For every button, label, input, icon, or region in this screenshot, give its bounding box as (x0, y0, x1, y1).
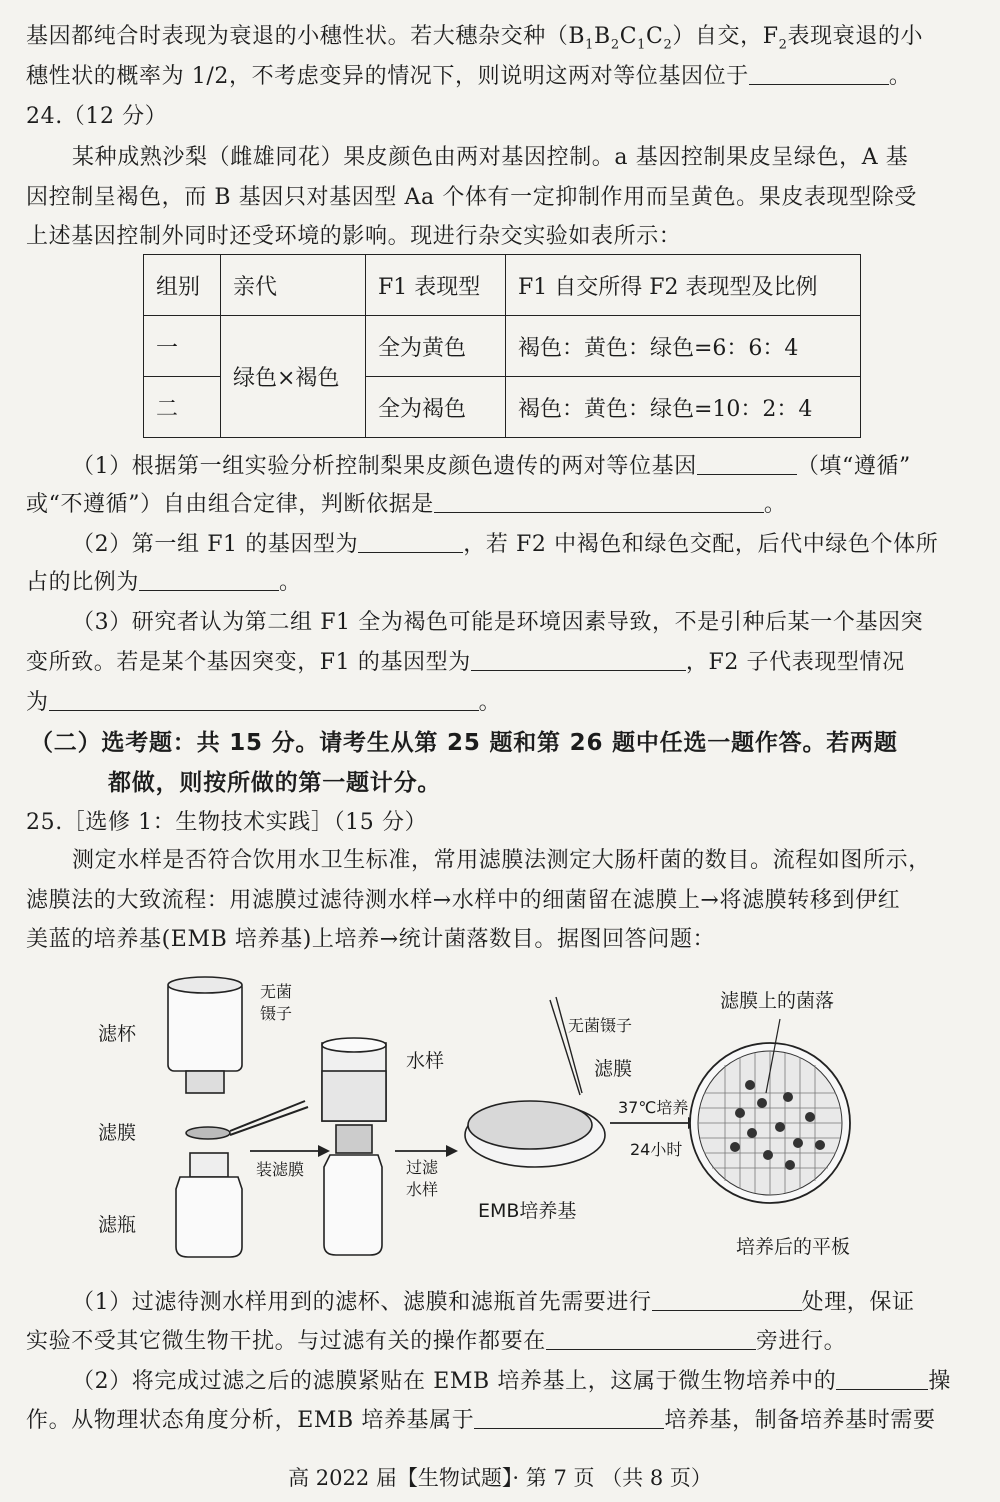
answer-blank[interactable] (434, 490, 764, 513)
intro-line-1: 基因都纯合时表现为衰退的小穗性状。若大穗杂交种$(B_1B_2C_1C_2)$自交，$F_2$表现衰退的小 (26, 24, 924, 53)
table-header: 亲代 (221, 255, 366, 316)
q25-sub2-line1: （2）将完成过滤之后的滤膜紧贴在 EMB 培养基上，这属于微生物培养中的 操 (72, 1369, 951, 1394)
filter-cup-illustration (168, 977, 242, 1257)
answer-blank[interactable] (474, 1406, 664, 1429)
table-header: F1 自交所得 F2 表现型及比例 (506, 255, 861, 316)
label-emb-medium: EMB培养基 (478, 1200, 577, 1222)
q24-sub3-line1: （3）研究者认为第二组 F1 全为褐色可能是环境因素导致，不是引种后某一个基因突 (72, 610, 924, 635)
table-cell-f1: 全为黄色 (366, 316, 506, 377)
filter-setup-illustration (322, 1038, 386, 1255)
answer-blank[interactable] (139, 568, 279, 591)
q24-header: 24.（12 分） (26, 104, 168, 129)
label-membrane-2: 滤膜 (594, 1058, 633, 1080)
label-install-membrane: 装滤膜 (256, 1160, 305, 1179)
label-tweezers-1a: 无菌 (260, 982, 293, 1001)
q24-sub3-line3: 为 。 (26, 690, 502, 715)
page-footer: 高 2022 届【生物试题】· 第 7 页 （共 8 页） (288, 1466, 712, 1490)
arrow-icon (318, 1145, 330, 1157)
q25-sub1-line2: 实验不受其它微生物干扰。与过滤有关的操作都要在 旁进行。 (26, 1329, 847, 1354)
table-header: 组别 (144, 255, 221, 316)
answer-blank[interactable] (49, 688, 479, 711)
answer-blank[interactable] (836, 1367, 928, 1390)
q24-para-1: 某种成熟沙梨（雌雄同花）果皮颜色由两对基因控制。a 基因控制果皮呈绿色，A 基 (72, 145, 909, 170)
intro-line-2: 穗性状的概率为 1/2，不考虑变异的情况下，则说明这两对等位基因位于 。 (26, 64, 912, 89)
label-filter-b: 水样 (406, 1180, 439, 1199)
table-header: F1 表现型 (366, 255, 506, 316)
label-plate: 培养后的平板 (736, 1236, 851, 1258)
table-row (144, 316, 861, 377)
tweezers-icon (230, 1101, 305, 1131)
answer-blank[interactable] (546, 1327, 756, 1350)
q25-sub2-line2: 作。从物理状态角度分析，EMB 培养基属于 培养基，制备培养基时需要 (26, 1408, 936, 1433)
q24-para-2: 因控制呈褐色，而 B 基因只对基因型 Aa 个体有一定抑制作用而呈黄色。果皮表现型除受 (26, 185, 917, 210)
answer-blank[interactable] (697, 452, 797, 475)
answer-blank[interactable] (471, 648, 686, 671)
label-culture-temp: 37℃培养 (618, 1098, 689, 1117)
q24-sub1-line2: 或“不遵循”）自由组合定律，判断依据是 。 (26, 492, 787, 517)
label-tweezers-2: 无菌镊子 (568, 1016, 633, 1035)
label-filter-bottle: 滤瓶 (98, 1214, 137, 1236)
label-colonies: 滤膜上的菌落 (720, 990, 835, 1012)
diagram-svg (90, 975, 920, 1265)
q24-sub3-line2: 变所致。若是某个基因突变，F1 的基因型为 ，F2 子代表现型情况 (26, 650, 905, 675)
answer-blank[interactable] (749, 62, 889, 85)
section2-line2: 都做，则按所做的第一题计分。 (108, 770, 442, 796)
label-membrane: 滤膜 (98, 1122, 137, 1144)
culture-plate-illustration (690, 1019, 850, 1203)
q25-para-2: 滤膜法的大致流程：用滤膜过滤待测水样→水样中的细菌留在滤膜上→将滤膜转移到伊红 (26, 888, 901, 913)
table-cell-f1: 全为褐色 (366, 377, 506, 438)
table-cell-group: 一 (144, 316, 221, 377)
table-cell-f2: 褐色：黄色：绿色=6：6：4 (506, 316, 861, 377)
answer-blank[interactable] (652, 1288, 802, 1311)
table-cell-parents: 绿色×褐色 (221, 316, 366, 438)
table-cell-f2: 褐色：黄色：绿色=10：2：4 (506, 377, 861, 438)
table-cell-group: 二 (144, 377, 221, 438)
q25-para-1: 测定水样是否符合饮用水卫生标准，常用滤膜法测定大肠杆菌的数目。流程如图所示， (72, 848, 931, 873)
label-tweezers-1b: 镊子 (260, 1004, 293, 1023)
filtration-diagram (90, 975, 920, 1265)
label-water-sample: 水样 (406, 1050, 445, 1072)
q24-sub2-line1: （2）第一组 F1 的基因型为 ，若 F2 中褐色和绿色交配，后代中绿色个体所 (72, 532, 939, 557)
q25-header: 25.［选修 1：生物技术实践］（15 分） (26, 810, 428, 835)
q24-para-3: 上述基因控制外同时还受环境的影响。现进行杂交实验如表所示： (26, 224, 682, 249)
table-header-row (144, 255, 861, 316)
section2-line1: （二）选考题：共 15 分。请考生从第 25 题和第 26 题中任选一题作答。若两题 (30, 730, 898, 756)
q25-sub1-line1: （1）过滤待测水样用到的滤杯、滤膜和滤瓶首先需要进行 处理，保证 (72, 1290, 915, 1315)
label-culture-time: 24小时 (630, 1140, 683, 1159)
q25-para-3: 美蓝的培养基(EMB 培养基)上培养→统计菌落数目。据图回答问题： (26, 927, 716, 952)
q24-sub2-line2: 占的比例为 。 (26, 570, 302, 595)
q24-sub1-line1: （1）根据第一组实验分析控制梨果皮颜色遗传的两对等位基因 （填“遵循” (72, 454, 911, 479)
cross-table (143, 254, 861, 438)
label-filter-cup: 滤杯 (98, 1023, 137, 1045)
answer-blank[interactable] (358, 530, 463, 553)
label-filter-a: 过滤 (406, 1158, 439, 1177)
